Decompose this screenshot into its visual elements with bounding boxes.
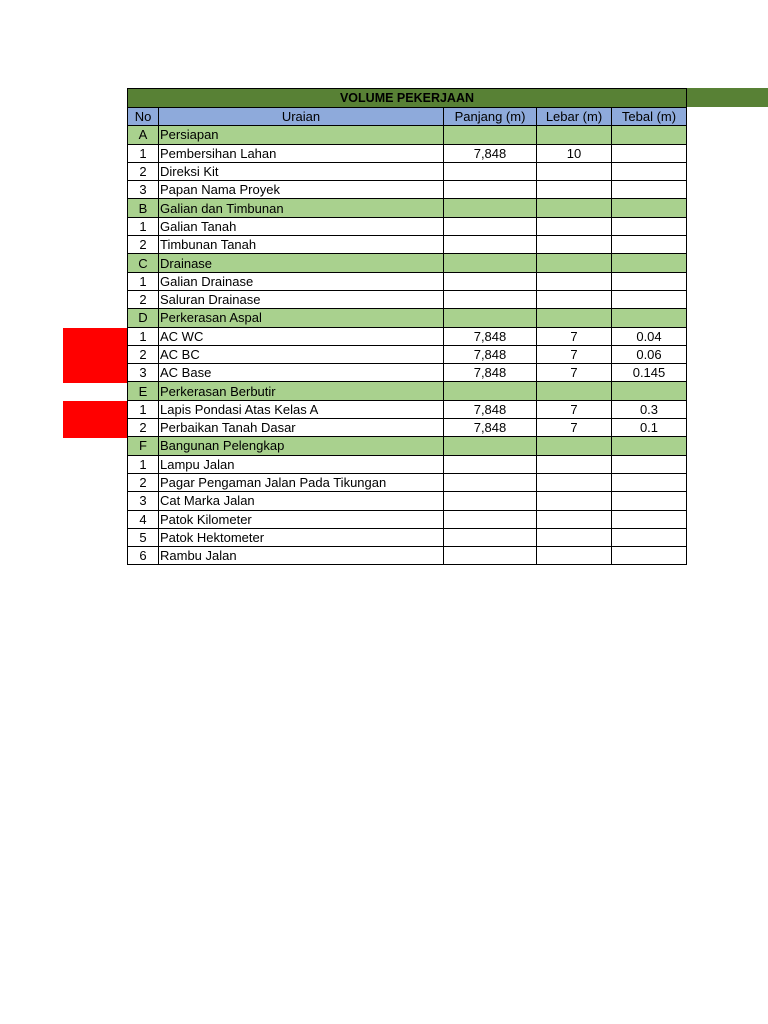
table-row [128, 272, 687, 290]
table-row [128, 345, 687, 363]
cell-panjang[interactable] [444, 199, 537, 217]
cell-no[interactable]: 2 [128, 162, 159, 180]
cell-uraian[interactable]: Persiapan [159, 126, 444, 144]
cell-tebal[interactable] [612, 455, 687, 473]
cell-panjang[interactable] [444, 272, 537, 290]
table-row [128, 473, 687, 491]
cell-no[interactable]: 4 [128, 510, 159, 528]
cell-no[interactable]: C [128, 254, 159, 272]
cell-tebal[interactable] [612, 473, 687, 491]
cell-tebal[interactable] [612, 254, 687, 272]
cell-panjang[interactable]: 7,848 [444, 345, 537, 363]
cell-uraian[interactable]: Patok Kilometer [159, 510, 444, 528]
volume-table [127, 107, 687, 565]
header-panjang[interactable]: Panjang (m) [444, 108, 537, 126]
table-row [128, 327, 687, 345]
cell-tebal[interactable] [612, 162, 687, 180]
cell-tebal[interactable] [612, 144, 687, 162]
table-row [128, 547, 687, 565]
header-uraian[interactable]: Uraian [159, 108, 444, 126]
table-row [128, 455, 687, 473]
cell-panjang[interactable] [444, 455, 537, 473]
header-lebar[interactable]: Lebar (m) [537, 108, 612, 126]
cell-tebal[interactable] [612, 217, 687, 235]
table-row [128, 144, 687, 162]
cell-lebar[interactable] [537, 510, 612, 528]
cell-no[interactable]: 2 [128, 345, 159, 363]
cell-uraian[interactable]: Pagar Pengaman Jalan Pada Tikungan [159, 473, 444, 491]
cell-tebal[interactable] [612, 528, 687, 546]
cell-no[interactable]: E [128, 382, 159, 400]
cell-tebal[interactable] [612, 309, 687, 327]
cell-uraian[interactable]: Lapis Pondasi Atas Kelas A [159, 400, 444, 418]
cell-tebal[interactable] [612, 382, 687, 400]
cell-lebar[interactable] [537, 528, 612, 546]
cell-no[interactable]: B [128, 199, 159, 217]
cell-lebar[interactable]: 7 [537, 345, 612, 363]
cell-tebal[interactable] [612, 492, 687, 510]
cell-no[interactable]: 1 [128, 272, 159, 290]
cell-panjang[interactable]: 7,848 [444, 327, 537, 345]
cell-tebal[interactable] [612, 510, 687, 528]
cell-uraian[interactable]: Galian Drainase [159, 272, 444, 290]
cell-no[interactable]: 1 [128, 217, 159, 235]
cell-panjang[interactable]: 7,848 [444, 400, 537, 418]
cell-tebal[interactable] [612, 236, 687, 254]
cell-lebar[interactable] [537, 547, 612, 565]
cell-tebal[interactable] [612, 437, 687, 455]
cell-lebar[interactable]: 7 [537, 400, 612, 418]
cell-uraian[interactable]: Saluran Drainase [159, 290, 444, 308]
cell-panjang[interactable] [444, 547, 537, 565]
section-row [128, 309, 687, 327]
cell-panjang[interactable] [444, 162, 537, 180]
cell-no[interactable]: 1 [128, 400, 159, 418]
cell-panjang[interactable] [444, 528, 537, 546]
cell-uraian[interactable]: Papan Nama Proyek [159, 181, 444, 199]
cell-panjang[interactable] [444, 290, 537, 308]
cell-no[interactable]: 3 [128, 364, 159, 382]
cell-panjang[interactable] [444, 254, 537, 272]
cell-no[interactable]: 2 [128, 419, 159, 437]
cell-uraian[interactable]: Patok Hektometer [159, 528, 444, 546]
cell-lebar[interactable]: 10 [537, 144, 612, 162]
cell-lebar[interactable] [537, 290, 612, 308]
section-row [128, 382, 687, 400]
highlight-marker-d [63, 328, 127, 383]
cell-no[interactable]: 1 [128, 144, 159, 162]
section-row [128, 254, 687, 272]
table-row [128, 236, 687, 254]
cell-uraian[interactable]: Galian Tanah [159, 217, 444, 235]
cell-lebar[interactable] [537, 272, 612, 290]
cell-tebal[interactable]: 0.3 [612, 400, 687, 418]
table-row [128, 400, 687, 418]
table-row [128, 290, 687, 308]
cell-panjang[interactable] [444, 309, 537, 327]
cell-lebar[interactable] [537, 199, 612, 217]
sheet-title: VOLUME PEKERJAAN [127, 88, 687, 107]
cell-lebar[interactable]: 7 [537, 327, 612, 345]
cell-lebar[interactable] [537, 236, 612, 254]
table-row [128, 364, 687, 382]
cell-tebal[interactable] [612, 272, 687, 290]
cell-uraian[interactable]: Perbaikan Tanah Dasar [159, 419, 444, 437]
cell-no[interactable]: 2 [128, 236, 159, 254]
cell-lebar[interactable] [537, 181, 612, 199]
cell-panjang[interactable] [444, 181, 537, 199]
cell-lebar[interactable] [537, 217, 612, 235]
cell-uraian[interactable]: Drainase [159, 254, 444, 272]
cell-uraian[interactable]: AC Base [159, 364, 444, 382]
cell-no[interactable]: 3 [128, 492, 159, 510]
cell-lebar[interactable] [537, 126, 612, 144]
table-row [128, 419, 687, 437]
cell-tebal[interactable] [612, 181, 687, 199]
section-row [128, 199, 687, 217]
cell-panjang[interactable] [444, 236, 537, 254]
cell-lebar[interactable] [537, 473, 612, 491]
cell-uraian[interactable]: Galian dan Timbunan [159, 199, 444, 217]
cell-uraian[interactable]: Pembersihan Lahan [159, 144, 444, 162]
cell-no[interactable]: 6 [128, 547, 159, 565]
header-no[interactable]: No [128, 108, 159, 126]
cell-panjang[interactable] [444, 473, 537, 491]
cell-uraian[interactable]: Cat Marka Jalan [159, 492, 444, 510]
cell-lebar[interactable] [537, 455, 612, 473]
cell-tebal[interactable] [612, 126, 687, 144]
cell-panjang[interactable]: 7,848 [444, 419, 537, 437]
cell-uraian[interactable]: Rambu Jalan [159, 547, 444, 565]
cell-panjang[interactable] [444, 382, 537, 400]
cell-no[interactable]: A [128, 126, 159, 144]
cell-lebar[interactable] [537, 382, 612, 400]
cell-panjang[interactable] [444, 217, 537, 235]
cell-uraian[interactable]: AC WC [159, 327, 444, 345]
cell-tebal[interactable]: 0.04 [612, 327, 687, 345]
section-row [128, 437, 687, 455]
cell-tebal[interactable]: 0.1 [612, 419, 687, 437]
cell-panjang[interactable] [444, 492, 537, 510]
cell-uraian[interactable]: Perkerasan Aspal [159, 309, 444, 327]
cell-tebal[interactable]: 0.06 [612, 345, 687, 363]
cell-no[interactable]: 1 [128, 327, 159, 345]
table-row [128, 492, 687, 510]
cell-lebar[interactable]: 7 [537, 419, 612, 437]
header-tebal[interactable]: Tebal (m) [612, 108, 687, 126]
cell-uraian[interactable]: Lampu Jalan [159, 455, 444, 473]
section-row [128, 126, 687, 144]
highlight-marker-e [63, 401, 127, 438]
cell-no[interactable]: 1 [128, 455, 159, 473]
cell-panjang[interactable]: 7,848 [444, 364, 537, 382]
cell-tebal[interactable] [612, 290, 687, 308]
table-row [128, 528, 687, 546]
cell-uraian[interactable]: AC BC [159, 345, 444, 363]
cell-no[interactable]: 2 [128, 473, 159, 491]
cell-lebar[interactable]: 7 [537, 364, 612, 382]
cell-uraian[interactable]: Bangunan Pelengkap [159, 437, 444, 455]
cell-no[interactable]: 2 [128, 290, 159, 308]
cell-panjang[interactable]: 7,848 [444, 144, 537, 162]
cell-no[interactable]: D [128, 309, 159, 327]
table-row [128, 510, 687, 528]
cell-uraian[interactable]: Timbunan Tanah [159, 236, 444, 254]
cell-panjang[interactable] [444, 126, 537, 144]
cell-uraian[interactable]: Perkerasan Berbutir [159, 382, 444, 400]
cell-tebal[interactable] [612, 199, 687, 217]
cell-no[interactable]: F [128, 437, 159, 455]
cell-uraian[interactable]: Direksi Kit [159, 162, 444, 180]
cell-no[interactable]: 5 [128, 528, 159, 546]
cell-lebar[interactable] [537, 162, 612, 180]
cell-lebar[interactable] [537, 309, 612, 327]
cell-lebar[interactable] [537, 437, 612, 455]
cell-panjang[interactable] [444, 510, 537, 528]
cell-lebar[interactable] [537, 492, 612, 510]
cell-panjang[interactable] [444, 437, 537, 455]
cell-lebar[interactable] [537, 254, 612, 272]
cell-tebal[interactable]: 0.145 [612, 364, 687, 382]
cell-no[interactable]: 3 [128, 181, 159, 199]
table-row [128, 181, 687, 199]
header-row [128, 108, 687, 126]
table-row [128, 162, 687, 180]
table-row [128, 217, 687, 235]
cell-tebal[interactable] [612, 547, 687, 565]
